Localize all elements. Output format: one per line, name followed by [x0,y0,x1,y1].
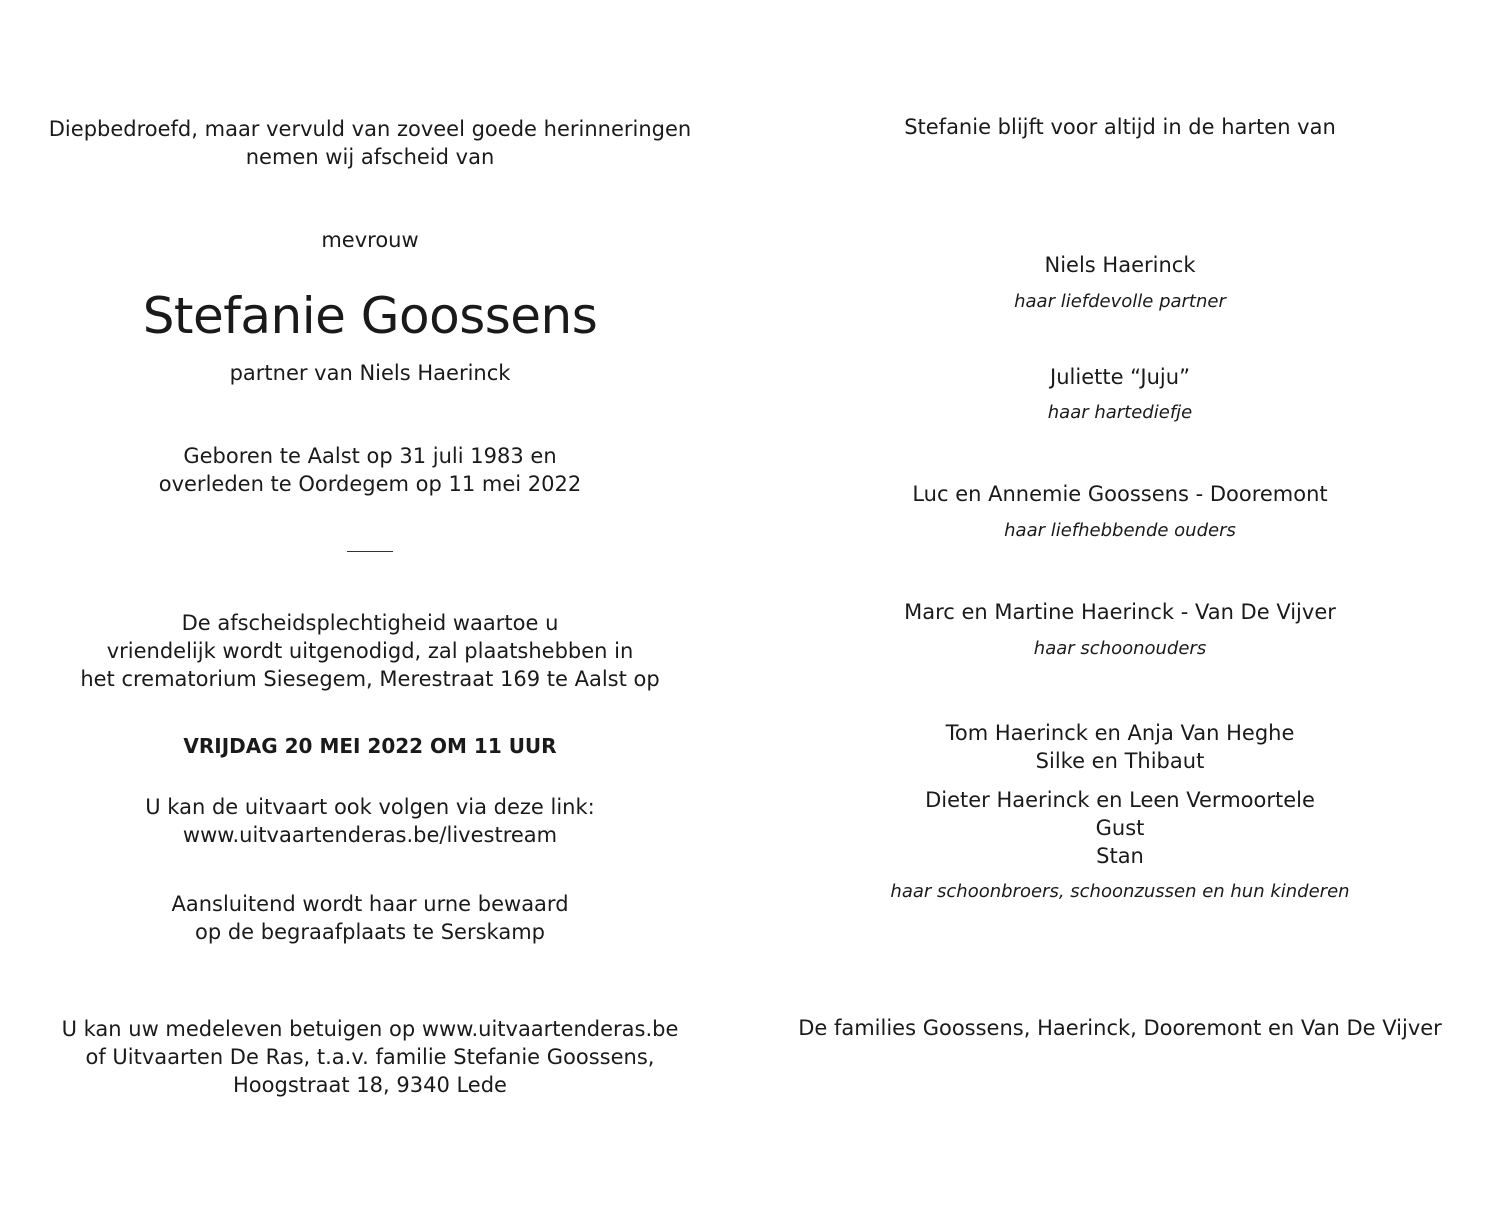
ceremony-date: VRIJDAG 20 MEI 2022 OM 11 UUR [183,734,557,758]
deceased-name: Stefanie Goossens [142,287,598,345]
sibling2-child-2: Stan [1096,844,1144,868]
condolence-line-3: Hoogstraat 18, 9340 Lede [233,1073,507,1097]
sibling1-children: Silke en Thibaut [1035,749,1205,773]
inlaws-name: Marc en Martine Haerinck - Van De Vijver [904,600,1336,624]
sibling2-child-1: Gust [1095,816,1145,840]
daughter-name: Juliette “Juju” [1050,365,1190,389]
urn-line-2: op de begraafplaats te Serskamp [195,920,545,944]
ceremony-line-3: het crematorium Siesegem, Merestraat 169 te Aalst op [80,667,660,691]
daughter-role: haar hartediefje [1047,402,1193,423]
partner-role: haar liefdevolle partner [1014,291,1226,312]
relation-line: partner van Niels Haerinck [229,361,511,385]
sibling2-names: Dieter Haerinck en Leen Vermoortele [925,788,1315,812]
ceremony-line-2: vriendelijk wordt uitgenodigd, zal plaatshebben in [106,639,634,663]
divider-line [347,551,393,552]
ceremony-line-1: De afscheidsplechtigheid waartoe u [181,611,559,635]
families-line: De families Goossens, Haerinck, Dooremont en Van De Vijver [798,1016,1442,1040]
parents-role: haar liefhebbende ouders [1004,520,1236,541]
intro-line-2: nemen wij afscheid van [245,145,495,169]
livestream-link[interactable]: www.uitvaartenderas.be/livestream [182,823,558,847]
death-line: overleden te Oordegem op 11 mei 2022 [158,472,582,496]
condolence-line-2: of Uitvaarten De Ras, t.a.v. familie Stefanie Goossens, [85,1045,655,1069]
inlaws-role: haar schoonouders [1033,638,1207,659]
condolence-line-1: U kan uw medeleven betuigen op www.uitvaartenderas.be [61,1017,679,1041]
parents-name: Luc en Annemie Goossens - Dooremont [912,482,1328,506]
urn-line-1: Aansluitend wordt haar urne bewaard [171,892,569,916]
intro-line-1: Diepbedroefd, maar vervuld van zoveel goede herinneringen [48,117,692,141]
partner-name: Niels Haerinck [1044,253,1196,277]
birth-line: Geboren te Aalst op 31 juli 1983 en [183,444,557,468]
title-mevrouw: mevrouw [321,228,419,252]
remembrance-intro: Stefanie blijft voor altijd in de harten van [904,115,1336,139]
siblings-role: haar schoonbroers, schoonzussen en hun kinderen [890,881,1350,902]
livestream-line-1: U kan de uitvaart ook volgen via deze link: [145,795,595,819]
sibling1-names: Tom Haerinck en Anja Van Heghe [945,721,1295,745]
